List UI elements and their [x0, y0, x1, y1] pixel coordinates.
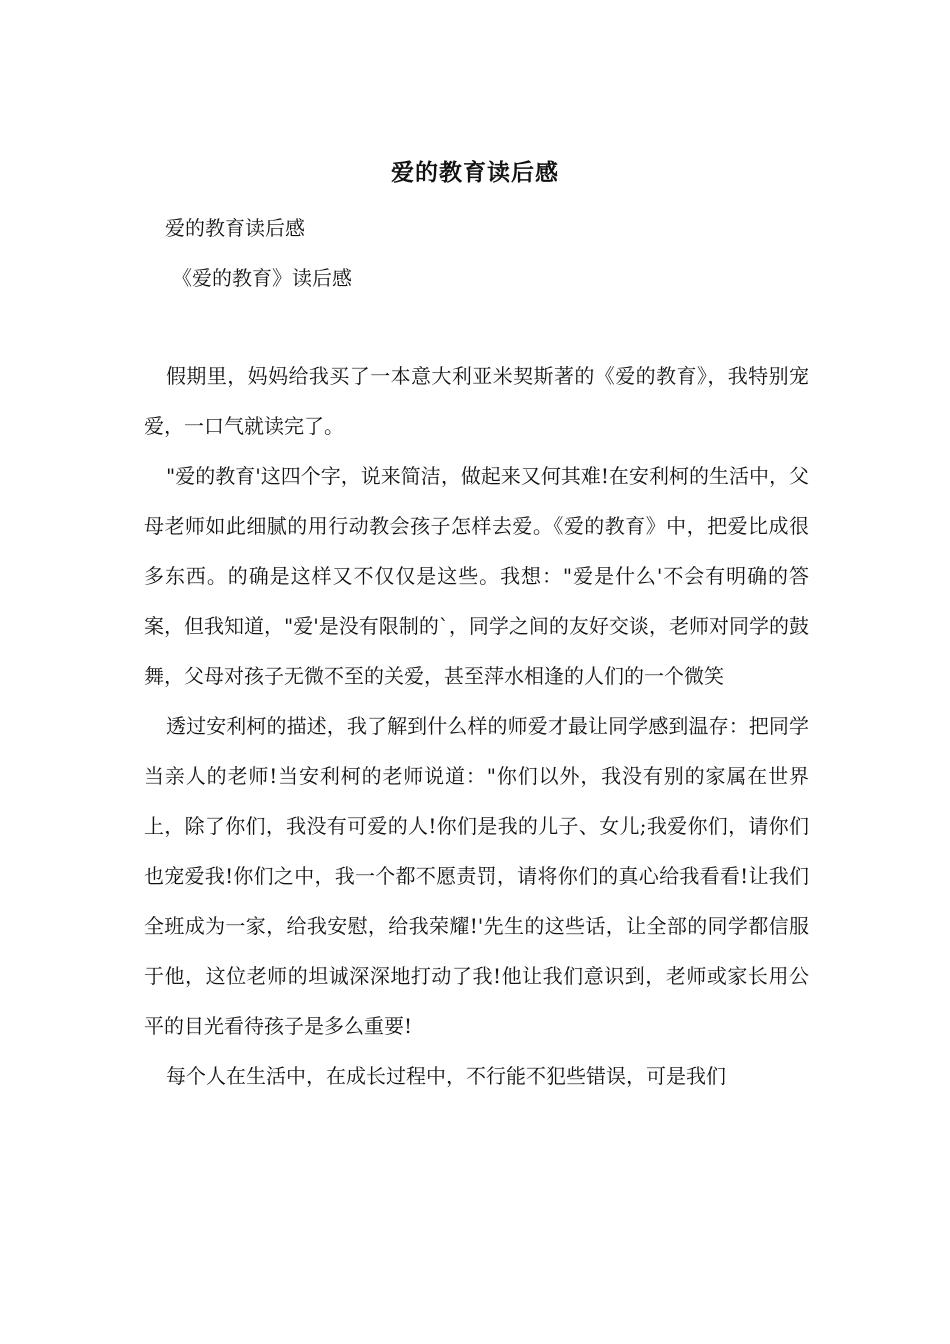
paragraph-1: 假期里，妈妈给我买了一本意大利亚米契斯著的《爱的教育》，我特别宠爱，一口气就读完了。	[144, 364, 809, 438]
paragraph-3: 透过安利柯的描述，我了解到什么样的师爱才最让同学感到温存：把同学当亲人的老师!当安利柯的老师说道："你们以外，我没有别的家属在世界上，除了你们，我没有可爱的人!你们是我的儿子、女儿;我爱你们，请你们也宠爱我!你们之中，我一个都不愿责罚，请将你们的真心给我看看!让我们全班成为一家，给我安慰，给我荣耀!'先生的这些话，让全部的同学都信服于他，这位老师的坦诚深深地打动了我!他让我们意识到，老师或家长用公平的目光看待孩子是多么重要!	[144, 714, 809, 1038]
page-title: 爱的教育读后感	[391, 159, 559, 186]
body-text	[144, 351, 809, 1101]
paragraph-4: 每个人在生活中，在成长过程中，不行能不犯些错误，可是我们	[166, 1064, 726, 1088]
paragraph-2: "爱的教育'这四个字，说来简洁，做起来又何其难!在安利柯的生活中，父母老师如此细腻的用行动教会孩子怎样去爱。《爱的教育》中，把爱比成很多东西。的确是这样又不仅仅是这些。我想："爱是什么'不会有明确的答案，但我知道，"爱'是没有限制的`，同学之间的友好交谈，老师对同学的鼓舞，父母对孩子无微不至的关爱，甚至萍水相逢的人们的一个微笑	[144, 464, 809, 688]
subtitle-2: 《爱的教育》读后感	[172, 266, 352, 290]
subtitle-1: 爱的教育读后感	[165, 216, 305, 240]
